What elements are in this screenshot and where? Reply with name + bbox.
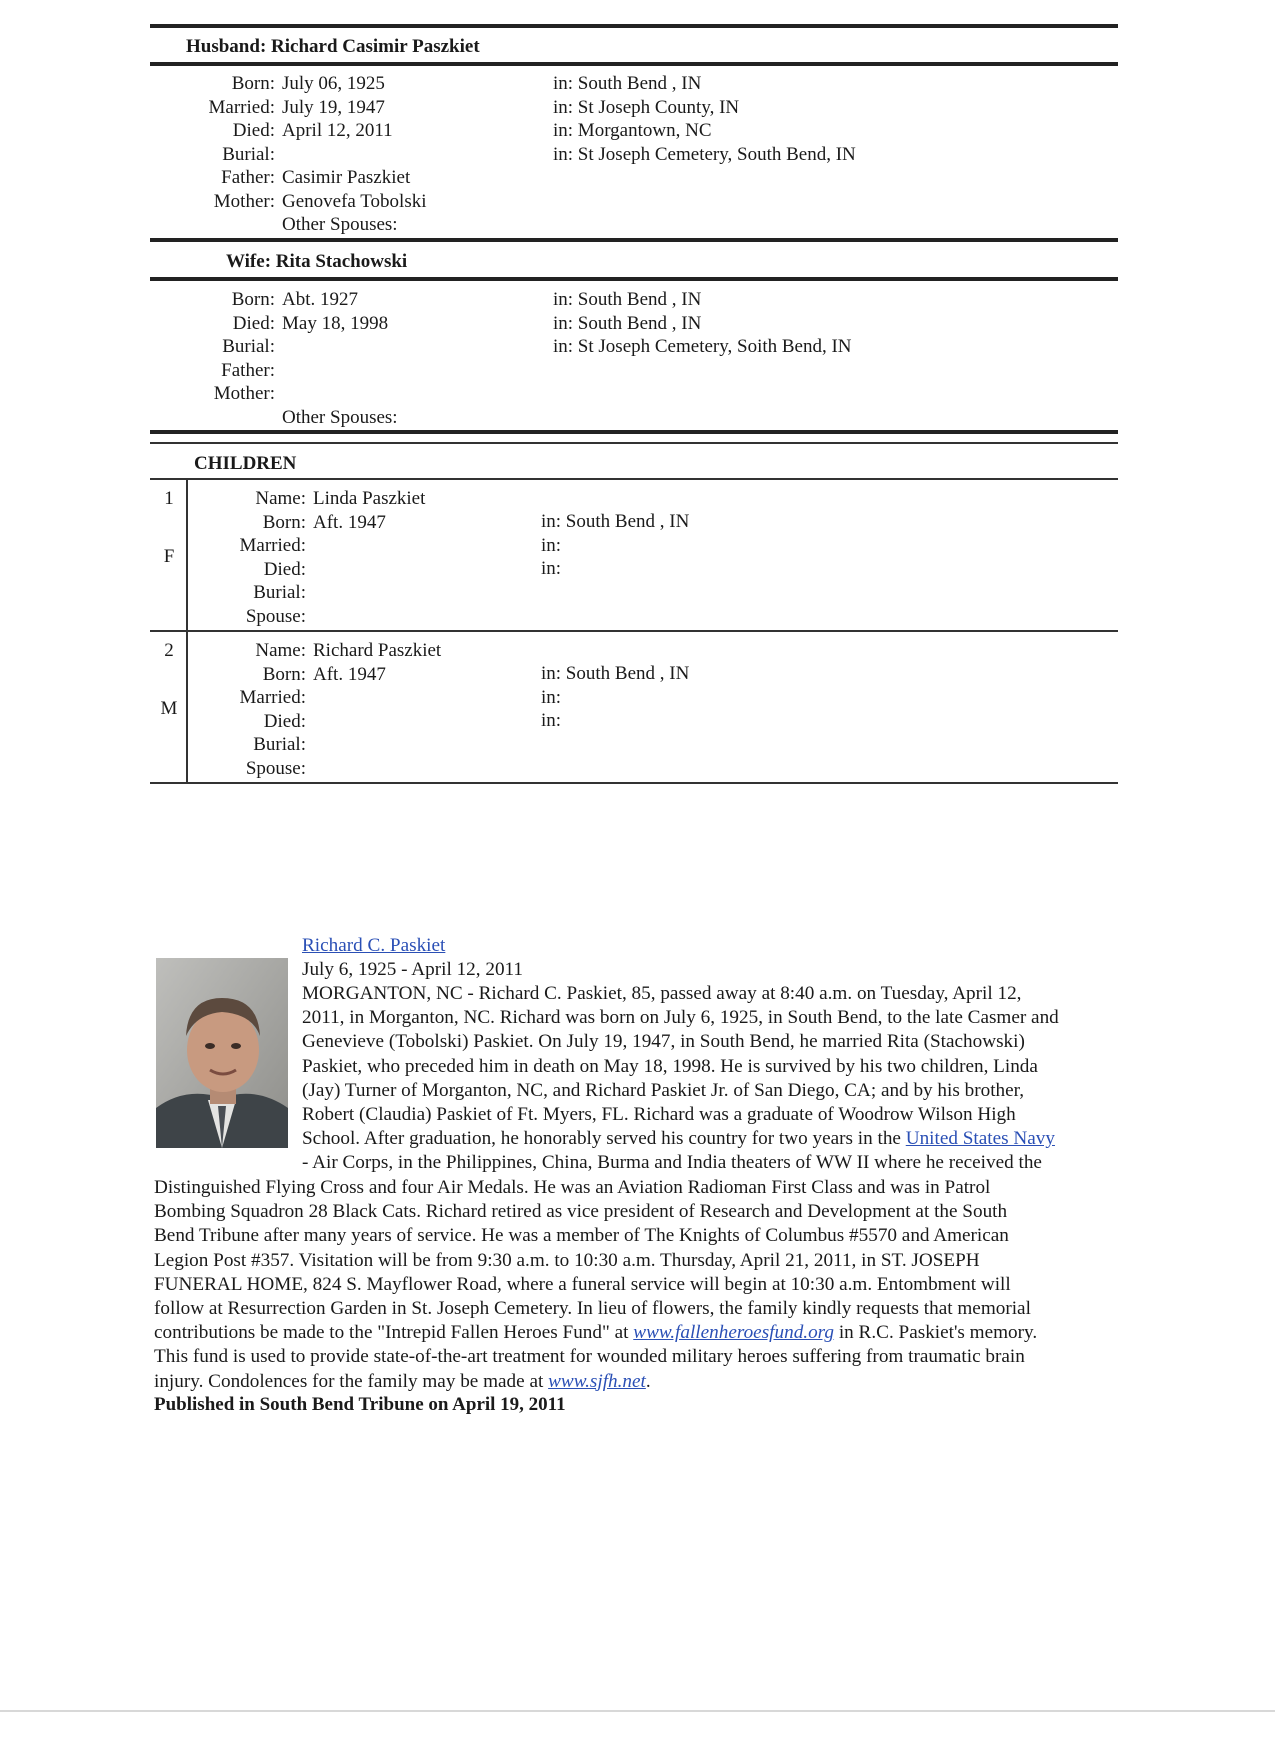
child-divider-rule: [150, 630, 1118, 632]
child-born-label: Born:: [262, 511, 306, 533]
wife-header-label: Wife:: [226, 251, 272, 272]
child-married-label: Married:: [239, 535, 306, 556]
children-header: CHILDREN: [194, 453, 297, 474]
husband-born-place: in: South Bend , IN: [553, 73, 702, 94]
children-header-rule: [150, 478, 1118, 480]
wife-burial-value: [282, 335, 398, 359]
obituary-line: - Air Corps, in the Philippines, China, Burma and India theaters of WW II where he received the: [302, 1152, 1042, 1174]
child-died-label: Died:: [263, 558, 306, 580]
wife-other-spouses: Other Spouses:: [282, 406, 398, 428]
husband-labels: [150, 72, 275, 213]
husband-burial-place: in: St Joseph Cemetery, South Bend, IN: [553, 143, 856, 165]
children-top-rule-thin: [150, 442, 1118, 444]
obituary-line: Genevieve (Tobolski) Paskiet. On July 19, 1947, in South Bend, he married Rita (Stachowski): [302, 1031, 1025, 1053]
child-name-label: Name:: [255, 640, 306, 661]
husband-born-value: July 06, 1925: [282, 73, 385, 94]
husband-died-place: in: Morgantown, NC: [553, 120, 712, 141]
child-number: 2: [164, 640, 174, 661]
child1-places: [541, 510, 689, 581]
husband-father-value: Casimir Paszkiet: [282, 167, 411, 188]
child-born-value: Aft. 1947: [313, 511, 386, 533]
wife-father-label: Father:: [221, 359, 275, 381]
child-born-place: in: South Bend , IN: [541, 663, 690, 684]
child-married-label: Married:: [239, 687, 306, 708]
wife-name: Rita Stachowski: [275, 251, 408, 272]
husband-other-spouses: Other Spouses:: [282, 214, 398, 235]
child-burial-label: Burial:: [253, 734, 306, 755]
husband-header: [186, 36, 480, 58]
child-spouse-label: Spouse:: [245, 757, 306, 779]
obituary-body-full: [154, 1176, 1122, 1394]
wife-died-label: Died:: [232, 312, 275, 334]
child2-places: [541, 662, 689, 733]
child2-values: [313, 639, 441, 686]
child-number: 1: [164, 488, 174, 509]
children-bottom-rule: [150, 782, 1118, 784]
obituary-line: Robert (Claudia) Paskiet of Ft. Myers, FL. Richard was a graduate of Woodrow Wilson High: [302, 1104, 1016, 1126]
obituary-line: MORGANTON, NC - Richard C. Paskiet, 85, passed away at 8:40 a.m. on Tuesday, April 12,: [302, 983, 1022, 1004]
husband-father-label: Father:: [221, 167, 275, 188]
obituary-text: .: [645, 1370, 651, 1392]
obituary-text: in R.C. Paskiet's memory.: [834, 1322, 1038, 1344]
husband-born-label: Born:: [231, 73, 275, 94]
child-born-value: Aft. 1947: [313, 663, 386, 685]
obituary-body-indented: [302, 982, 1122, 1176]
obituary-line: Distinguished Flying Cross and four Air Medals. He was an Aviation Radioman First Class and was in Patrol: [154, 1177, 991, 1198]
child-name-value: Linda Paszkiet: [313, 488, 426, 509]
children-top-rule: [150, 430, 1118, 434]
obituary-line: FUNERAL HOME, 824 S. Mayflower Road, where a funeral service will begin at 10:30 a.m. Entombment will: [154, 1273, 1011, 1295]
navy-link[interactable]: United States Navy: [905, 1128, 1055, 1150]
wife-values: [282, 288, 398, 429]
husband-rule: [150, 62, 1118, 66]
obituary-text: contributions be made to the "Intrepid Fallen Heroes Fund" at: [154, 1322, 634, 1344]
child1-values: [313, 487, 425, 534]
husband-died-label: Died:: [232, 120, 275, 141]
obituary-line: (Jay) Turner of Morganton, NC, and Richard Paskiet Jr. of San Diego, CA; and by his brother,: [302, 1079, 1025, 1101]
wife-born-place: in: South Bend , IN: [553, 289, 702, 310]
husband-mother-value: Genovefa Tobolski: [282, 190, 427, 212]
wife-rule: [150, 277, 1118, 281]
top-rule: [150, 24, 1118, 28]
portrait-photo: [156, 958, 288, 1148]
wife-burial-place: in: St Joseph Cemetery, Soith Bend, IN: [553, 336, 852, 357]
wife-header: [226, 251, 407, 273]
child-burial-label: Burial:: [253, 582, 306, 603]
child-died-place: in:: [541, 558, 562, 579]
husband-married-place: in: St Joseph County, IN: [553, 96, 740, 118]
child2-labels: [188, 639, 306, 780]
wife-father-value: [282, 359, 398, 383]
obituary-line: [302, 1127, 1122, 1151]
husband-married-label: Married:: [208, 96, 275, 118]
child-born-label: Born:: [262, 663, 306, 685]
child-sex: M: [160, 698, 178, 719]
husband-burial-value: [282, 143, 427, 167]
obituary-line: Bombing Squadron 28 Black Cats. Richard retired as vice president of Research and Development at the South: [154, 1201, 1008, 1223]
wife-top-rule: [150, 238, 1118, 242]
obituary-line: This fund is used to provide state-of-the-art treatment for wounded military heroes suffering from traumatic brain: [154, 1346, 1025, 1368]
husband-name: Richard Casimir Paszkiet: [271, 36, 480, 57]
scan-edge-line: [0, 1710, 1275, 1712]
obituary-line: [154, 1370, 1122, 1394]
obituary-dates: July 6, 1925 - April 12, 2011: [302, 959, 524, 981]
obituary-line: Bend Tribune after many years of service. He was a member of The Knights of Columbus #5570 and American: [154, 1225, 1009, 1247]
wife-mother-label: Mother:: [213, 383, 275, 404]
child1-labels: [188, 487, 306, 628]
husband-values: [282, 72, 427, 237]
wife-labels: [150, 288, 275, 406]
husband-header-label: Husband:: [186, 36, 267, 57]
wife-places: [553, 288, 852, 359]
obituary-text: injury. Condolences for the family may be made at: [154, 1370, 549, 1392]
wife-died-value: May 18, 1998: [282, 312, 389, 334]
wife-born-label: Born:: [231, 289, 275, 310]
obituary-text: School. After graduation, he honorably served his country for two years in the: [302, 1128, 906, 1150]
obituary-line: follow at Resurrection Garden in St. Joseph Cemetery. In lieu of flowers, the family kindly requests that memorial: [154, 1298, 1031, 1320]
child-name-value: Richard Paszkiet: [313, 640, 442, 661]
child-died-place: in:: [541, 710, 562, 731]
husband-places: [553, 72, 856, 166]
fallen-heroes-fund-link[interactable]: www.fallenheroesfund.org: [633, 1322, 835, 1344]
published-note: Published in South Bend Tribune on April 19, 2011: [154, 1394, 566, 1415]
child-married-place: in:: [541, 686, 562, 708]
child-sex: F: [163, 546, 175, 567]
husband-died-value: April 12, 2011: [282, 120, 393, 141]
child-born-place: in: South Bend , IN: [541, 511, 690, 532]
child-died-label: Died:: [263, 710, 306, 732]
wife-died-place: in: South Bend , IN: [553, 312, 702, 334]
obituary-line: Paskiet, who preceded him in death on May 18, 1998. He is survived by his two children, Linda: [302, 1055, 1038, 1077]
obituary-line: 2011, in Morganton, NC. Richard was born on July 6, 1925, in South Bend, to the late Casmer and: [302, 1007, 1059, 1029]
wife-mother-value: [282, 382, 398, 406]
obituary-title-link[interactable]: Richard C. Paskiet: [302, 935, 446, 956]
wife-burial-label: Burial:: [222, 336, 275, 357]
child-married-place: in:: [541, 534, 562, 556]
husband-married-value: July 19, 1947: [282, 96, 385, 118]
wife-born-value: Abt. 1927: [282, 289, 358, 310]
husband-burial-label: Burial:: [222, 143, 275, 165]
obituary-heading: [302, 934, 523, 982]
obituary-line: [154, 1321, 1122, 1345]
child-name-label: Name:: [255, 488, 306, 509]
husband-mother-label: Mother:: [213, 190, 275, 212]
sjfh-link[interactable]: www.sjfh.net: [548, 1370, 646, 1392]
child-spouse-label: Spouse:: [245, 605, 306, 627]
obituary-line: Legion Post #357. Visitation will be from 9:30 a.m. to 10:30 a.m. Thursday, April 21, 2011, in ST. JOSEPH: [154, 1249, 980, 1271]
